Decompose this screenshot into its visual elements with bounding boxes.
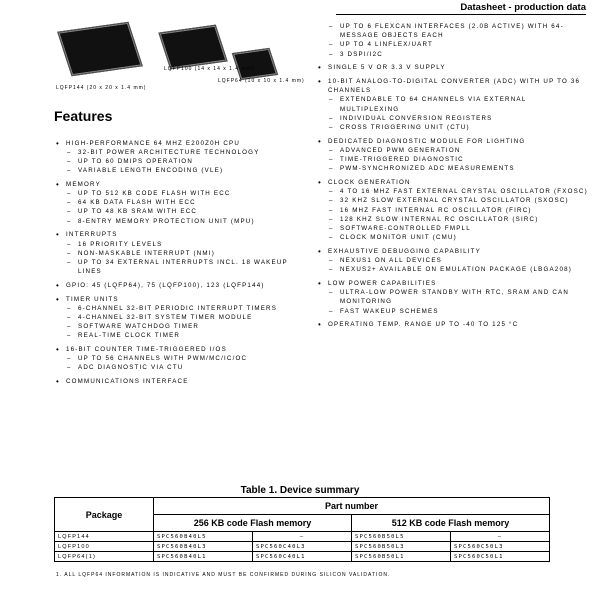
feature-subitem: – 6-CHANNEL 32-BIT PERIODIC INTERRUPT TIMERS: [56, 304, 304, 313]
part-number-cell: SPC560C50L3: [450, 542, 549, 552]
package-label: LQFP144 (20 x 20 x 1.4 mm): [56, 85, 147, 91]
features-right-column: [318, 22, 588, 330]
lqfp144-chip: [57, 22, 143, 76]
feature-subitem: – CLOCK MONITOR UNIT (CMU): [318, 233, 588, 242]
part-number-cell: SPC560B40L1: [154, 552, 253, 562]
feature-item: • CLOCK GENERATION: [318, 178, 588, 187]
features-heading: Features: [54, 108, 113, 124]
part-number-cell: —: [252, 532, 351, 542]
part-number-cell: SPC560C40L1: [252, 552, 351, 562]
part-number-cell: SPC560B50L1: [351, 552, 450, 562]
feature-item: • COMMUNICATIONS INTERFACE: [56, 377, 304, 386]
table-row: [55, 532, 550, 542]
feature-item: • OPERATING TEMP. RANGE UP TO -40 TO 125 °C: [318, 320, 588, 329]
feature-item: • 16-BIT COUNTER TIME-TRIGGERED I/OS: [56, 345, 304, 354]
package-cell: LQFP64(1): [55, 552, 154, 562]
feature-item: • GPIO: 45 (LQFP64), 75 (LQFP100), 123 (LQFP144): [56, 281, 304, 290]
feature-subitem: – NON-MASKABLE INTERRUPT (NMI): [56, 249, 304, 258]
feature-subitem: – FAST WAKEUP SCHEMES: [318, 307, 588, 316]
part-number-cell: SPC560C40L3: [252, 542, 351, 552]
part-number-cell: SPC560B40L3: [154, 542, 253, 552]
feature-subitem: – PWM-SYNCHRONIZED ADC MEASUREMENTS: [318, 164, 588, 173]
feature-subitem: – 16 MHZ FAST INTERNAL RC OSCILLATOR (FIRC): [318, 206, 588, 215]
feature-subitem: – UP TO 6 FLEXCAN INTERFACES (2.0B ACTIVE) WITH 64-MESSAGE OBJECTS EACH: [318, 22, 588, 40]
device-summary-table: [54, 497, 550, 562]
lqfp64-chip: [232, 48, 278, 80]
feature-subitem: – NEXUS1 ON ALL DEVICES: [318, 256, 588, 265]
col-header-package: Package: [55, 498, 154, 532]
table-row: [55, 542, 550, 552]
feature-subitem: – 3 DSPI/I2C: [318, 50, 588, 59]
col-header-part-number: Part number: [154, 498, 550, 515]
feature-item: • SINGLE 5 V OR 3.3 V SUPPLY: [318, 63, 588, 72]
feature-subitem: – EXTENDABLE TO 64 CHANNELS VIA EXTERNAL MULTIPLEXING: [318, 95, 588, 113]
part-number-cell: SPC560C50L1: [450, 552, 549, 562]
feature-subitem: – UP TO 60 DMIPS OPERATION: [56, 157, 304, 166]
feature-subitem: – INDIVIDUAL CONVERSION REGISTERS: [318, 114, 588, 123]
header-rule: [336, 14, 586, 15]
package-label: LQFP64 (10 x 10 x 1.4 mm): [218, 78, 305, 84]
feature-item: • 10-BIT ANALOG-TO-DIGITAL CONVERTER (ADC) WITH UP TO 36 CHANNELS: [318, 77, 588, 95]
feature-subitem: – 128 KHZ SLOW INTERNAL RC OSCILLATOR (SIRC): [318, 215, 588, 224]
feature-subitem: – UP TO 56 CHANNELS WITH PWM/MC/IC/OC: [56, 354, 304, 363]
feature-subitem: – UP TO 512 KB CODE FLASH WITH ECC: [56, 189, 304, 198]
feature-subitem: – ADC DIAGNOSTIC VIA CTU: [56, 363, 304, 372]
feature-subitem: – ULTRA-LOW POWER STANDBY WITH RTC, SRAM AND CAN MONITORING: [318, 288, 588, 306]
feature-subitem: – 32-BIT POWER ARCHITECTURE TECHNOLOGY: [56, 148, 304, 157]
features-left-column: [56, 134, 304, 386]
part-number-cell: SPC560B40L5: [154, 532, 253, 542]
feature-subitem: – 16 PRIORITY LEVELS: [56, 240, 304, 249]
feature-subitem: – TIME-TRIGGERED DIAGNOSTIC: [318, 155, 588, 164]
col-header-512kb: 512 KB code Flash memory: [351, 515, 549, 532]
part-number-cell: —: [450, 532, 549, 542]
feature-subitem: – UP TO 48 KB SRAM WITH ECC: [56, 207, 304, 216]
feature-item: • TIMER UNITS: [56, 295, 304, 304]
feature-subitem: – 64 KB DATA FLASH WITH ECC: [56, 198, 304, 207]
feature-item: • MEMORY: [56, 180, 304, 189]
feature-item: • LOW POWER CAPABILITIES: [318, 279, 588, 288]
col-header-256kb: 256 KB code Flash memory: [154, 515, 352, 532]
feature-subitem: – SOFTWARE-CONTROLLED FMPLL: [318, 224, 588, 233]
lqfp100-chip: [158, 25, 227, 70]
table-title: Table 1. Device summary: [240, 485, 360, 496]
feature-subitem: – VARIABLE LENGTH ENCODING (VLE): [56, 166, 304, 175]
feature-subitem: – ADVANCED PWM GENERATION: [318, 146, 588, 155]
package-cell: LQFP144: [55, 532, 154, 542]
feature-subitem: – 4-CHANNEL 32-BIT SYSTEM TIMER MODULE: [56, 313, 304, 322]
package-label: LQFP100 (14 x 14 x 1.4 mm): [164, 66, 255, 72]
feature-item: • DEDICATED DIAGNOSTIC MODULE FOR LIGHTING: [318, 137, 588, 146]
feature-subitem: – 32 KHZ SLOW EXTERNAL CRYSTAL OSCILLATOR (SXOSC): [318, 196, 588, 205]
package-cell: LQFP100: [55, 542, 154, 552]
feature-subitem: – UP TO 4 LINFLEX/UART: [318, 40, 588, 49]
feature-subitem: – NEXUS2+ AVAILABLE ON EMULATION PACKAGE (LBGA208): [318, 265, 588, 274]
table-row: [55, 552, 550, 562]
feature-item: • EXHAUSTIVE DEBUGGING CAPABILITY: [318, 247, 588, 256]
table-footnote: 1. ALL LQFP64 INFORMATION IS INDICATIVE AND MUST BE CONFIRMED DURING SILICON VALIDATION.: [56, 572, 391, 578]
part-number-cell: SPC560B50L3: [351, 542, 450, 552]
feature-subitem: – REAL-TIME CLOCK TIMER: [56, 331, 304, 340]
part-number-cell: SPC560B50L5: [351, 532, 450, 542]
document-header: Datasheet - production data: [460, 2, 586, 13]
feature-subitem: – SOFTWARE WATCHDOG TIMER: [56, 322, 304, 331]
feature-subitem: – UP TO 34 EXTERNAL INTERRUPTS INCL. 18 WAKEUP LINES: [56, 258, 304, 276]
feature-subitem: – 8-ENTRY MEMORY PROTECTION UNIT (MPU): [56, 217, 304, 226]
feature-subitem: – 4 TO 16 MHZ FAST EXTERNAL CRYSTAL OSCILLATOR (FXOSC): [318, 187, 588, 196]
feature-item: • HIGH-PERFORMANCE 64 MHZ E200Z0H CPU: [56, 139, 304, 148]
feature-item: • INTERRUPTS: [56, 230, 304, 239]
feature-subitem: – CROSS TRIGGERING UNIT (CTU): [318, 123, 588, 132]
